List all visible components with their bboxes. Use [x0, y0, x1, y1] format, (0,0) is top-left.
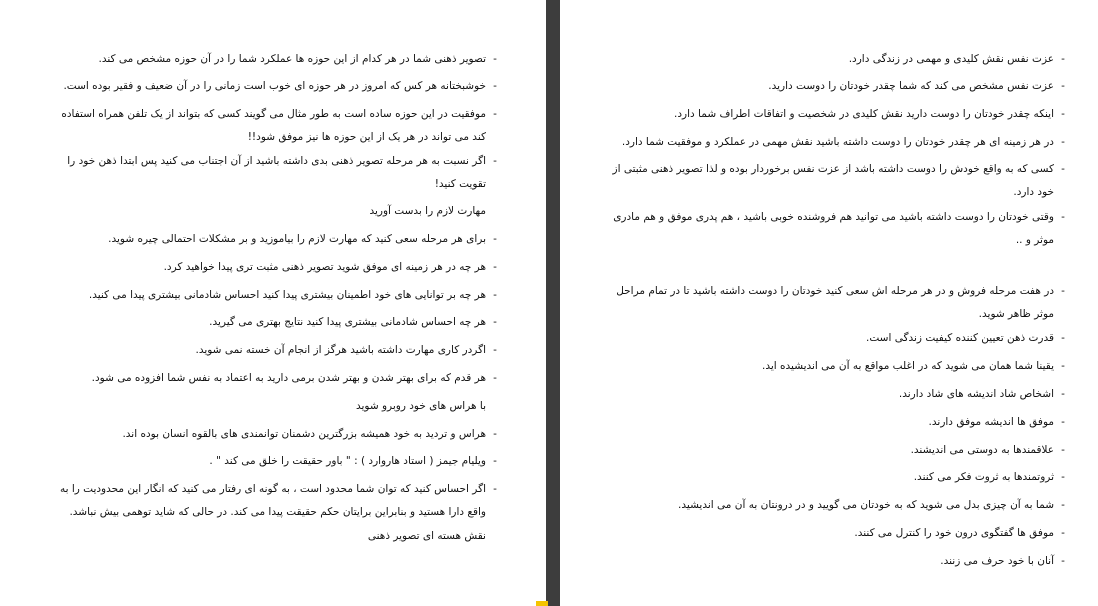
list-item: [604, 439, 1065, 462]
bullet-marker: -: [1061, 332, 1065, 344]
paragraph-text: عزت نفس مشخص می کند که شما چقدر خودتان را دوست دارید.: [768, 80, 1054, 92]
paragraph-text: کسی که به واقع خودش را دوست داشته باشد از عزت نفس برخوردار بوده و لذا تصویر ذهنی مثبتی از خود دارد.: [612, 163, 1054, 198]
paragraph-text: عزت نفس نقش کلیدی و مهمی در زندگی دارد.: [848, 53, 1054, 65]
bullet-marker: -: [493, 108, 497, 120]
paragraph-text: هر چه بر توانایی های خود اطمینان بیشتری پیدا کنید احساس شادمانی بیشتری پیدا می کنید.: [88, 289, 486, 301]
list-item: [604, 466, 1065, 489]
bullet-marker: -: [493, 261, 497, 273]
list-item: [604, 494, 1065, 517]
bullet-marker: -: [1061, 80, 1065, 92]
bullet-marker: -: [493, 428, 497, 440]
document-page-right: [560, 0, 1098, 606]
paragraph-text: یقینا شما همان می شوید که در اغلب مواقع به آن می اندیشیده اید.: [762, 360, 1054, 372]
list-item: [56, 256, 497, 279]
paragraph-text: هر چه در هر زمینه ای موفق شوید تصویر ذهنی مثبت تری پیدا خواهید کرد.: [163, 261, 486, 273]
bullet-marker: -: [1061, 285, 1065, 297]
list-item: [56, 48, 497, 71]
paragraph-text: قدرت ذهن تعیین کننده کیفیت زندگی است.: [866, 332, 1054, 344]
list-item: [56, 150, 497, 196]
list-item: [56, 228, 497, 251]
list-item: [604, 355, 1065, 378]
list-item: [604, 206, 1065, 252]
section-heading: [56, 395, 486, 418]
bullet-marker: -: [1061, 499, 1065, 511]
paragraph-text: ثروتمندها به ثروت فکر می کنند.: [913, 471, 1054, 483]
page-gutter: [546, 0, 560, 606]
paragraph-text: برای هر مرحله سعی کنید که مهارت لازم را بیاموزید و بر مشکلات احتمالی چیره شوید.: [108, 233, 486, 245]
paragraph-text: وقتی خودتان را دوست داشته باشید می توانید هم فروشنده خوبی باشید ، هم پدری موفق و هم مادری موثر و ..: [613, 211, 1054, 246]
bullet-marker: -: [1061, 388, 1065, 400]
gutter-marker: [536, 601, 548, 606]
list-item: [56, 367, 497, 390]
bullet-marker: -: [1061, 555, 1065, 567]
paragraph-text: اگر نسبت به هر مرحله تصویر ذهنی بدی داشته باشید از آن اجتناب می کنید پس ابتدا ذهن خود را تقویت کنید!: [67, 155, 486, 190]
bullet-marker: -: [1061, 163, 1065, 175]
paragraph-text: هر چه احساس شادمانی بیشتری پیدا کنید نتایج بهتری می گیرید.: [209, 316, 486, 328]
section-heading: [56, 200, 486, 223]
bullet-marker: -: [1061, 53, 1065, 65]
paragraph-text: شما به آن چیزی بدل می شوید که به خودتان می گویید و در درونتان به آن می اندیشید.: [678, 499, 1054, 511]
list-item: [604, 75, 1065, 98]
heading-text: با هراس های خود روبرو شوید: [355, 400, 486, 412]
bullet-marker: -: [493, 483, 497, 495]
list-item: [604, 103, 1065, 126]
paragraph-text: علاقمندها به دوستی می اندیشند.: [910, 444, 1054, 456]
list-item: [56, 450, 497, 473]
list-item: [604, 383, 1065, 406]
bullet-marker: -: [1061, 360, 1065, 372]
bullet-marker: -: [1061, 416, 1065, 428]
paragraph-text: در هفت مرحله فروش و در هر مرحله اش سعی کنید خودتان را دوست داشته باشید تا در تمام مراحل موثر ظاهر شوید.: [616, 285, 1054, 320]
paragraph-text: هر قدم که برای بهتر شدن و بهتر شدن برمی دارید به اعتماد به نفس شما افزوده می شود.: [91, 372, 486, 384]
list-item: [56, 311, 497, 334]
paragraph-text: ویلیام جیمز ( استاد هاروارد ) : " باور حقیقت را خلق می کند " .: [209, 455, 486, 467]
list-item: [56, 339, 497, 362]
list-item: [604, 522, 1065, 545]
list-item: [56, 284, 497, 307]
bullet-marker: -: [1061, 211, 1065, 223]
bullet-marker: -: [493, 53, 497, 65]
list-item: [604, 158, 1065, 204]
document-page-left: [0, 0, 546, 606]
paragraph-text: در هر زمینه ای هر چقدر خودتان را دوست داشته باشید نقش مهمی در عملکرد و موفقیت شما دارد.: [621, 136, 1054, 148]
paragraph-text: آنان با خود حرف می زنند.: [940, 555, 1054, 567]
bullet-marker: -: [493, 80, 497, 92]
list-item: [604, 327, 1065, 350]
paragraph-text: اگر احساس کنید که توان شما محدود است ، به گونه ای رفتار می کنید که انگار این محدودیت را به واقع دارا هستید و بنابراین برایتان حکم حقیقت پیدا می کند. در حالی که شاید توهمی بیش نباشد.: [59, 483, 486, 518]
bullet-marker: -: [493, 316, 497, 328]
list-item: [56, 103, 497, 149]
list-item: [56, 423, 497, 446]
bullet-marker: -: [493, 155, 497, 167]
list-item: [604, 550, 1065, 573]
paragraph-text: موفقیت در این حوزه ساده است به طور مثال می گویند کسی که بتواند از یک تلفن همراه استفاده کند می تواند در هر یک از این حوزه ها نیز موفق شود!!: [61, 108, 486, 143]
paragraph-text: اگردر کاری مهارت داشته باشید هرگز از انجام آن خسته نمی شوید.: [195, 344, 486, 356]
paragraph-text: تصویر ذهنی شما در هر کدام از این حوزه ها عملکرد شما را در آن حوزه مشخص می کند.: [98, 53, 486, 65]
bullet-marker: -: [493, 289, 497, 301]
list-item: [604, 411, 1065, 434]
list-item: [56, 75, 497, 98]
paragraph-text: خوشبختانه هر کس که امروز در هر حوزه ای خوب است زمانی را در آن ضعیف و فقیر بوده است.: [63, 80, 486, 92]
heading-text: مهارت لازم را بدست آورید: [369, 205, 486, 217]
bullet-marker: -: [493, 344, 497, 356]
bullet-marker: -: [1061, 471, 1065, 483]
section-heading: [56, 525, 486, 548]
bullet-marker: -: [1061, 136, 1065, 148]
list-item: [604, 48, 1065, 71]
list-item: [56, 478, 497, 524]
bullet-marker: -: [493, 233, 497, 245]
paragraph-text: موفق ها اندیشه موفق دارند.: [928, 416, 1054, 428]
paragraph-text: هراس و تردید به خود همیشه بزرگترین دشمنان توانمندی های بالقوه انسان بوده اند.: [122, 428, 486, 440]
bullet-marker: -: [1061, 108, 1065, 120]
list-item: [604, 131, 1065, 154]
bullet-marker: -: [493, 455, 497, 467]
heading-text: نقش هسته ای تصویر ذهنی: [367, 530, 486, 542]
bullet-marker: -: [1061, 527, 1065, 539]
paragraph-text: اشخاص شاد اندیشه های شاد دارند.: [898, 388, 1054, 400]
paragraph-text: اینکه چقدر خودتان را دوست دارید نقش کلیدی در شخصیت و اتفاقات اطراف شما دارد.: [674, 108, 1054, 120]
list-item: [604, 280, 1065, 326]
paragraph-text: موفق ها گفتگوی درون خود را کنترل می کنند.: [854, 527, 1054, 539]
bullet-marker: -: [1061, 444, 1065, 456]
bullet-marker: -: [493, 372, 497, 384]
